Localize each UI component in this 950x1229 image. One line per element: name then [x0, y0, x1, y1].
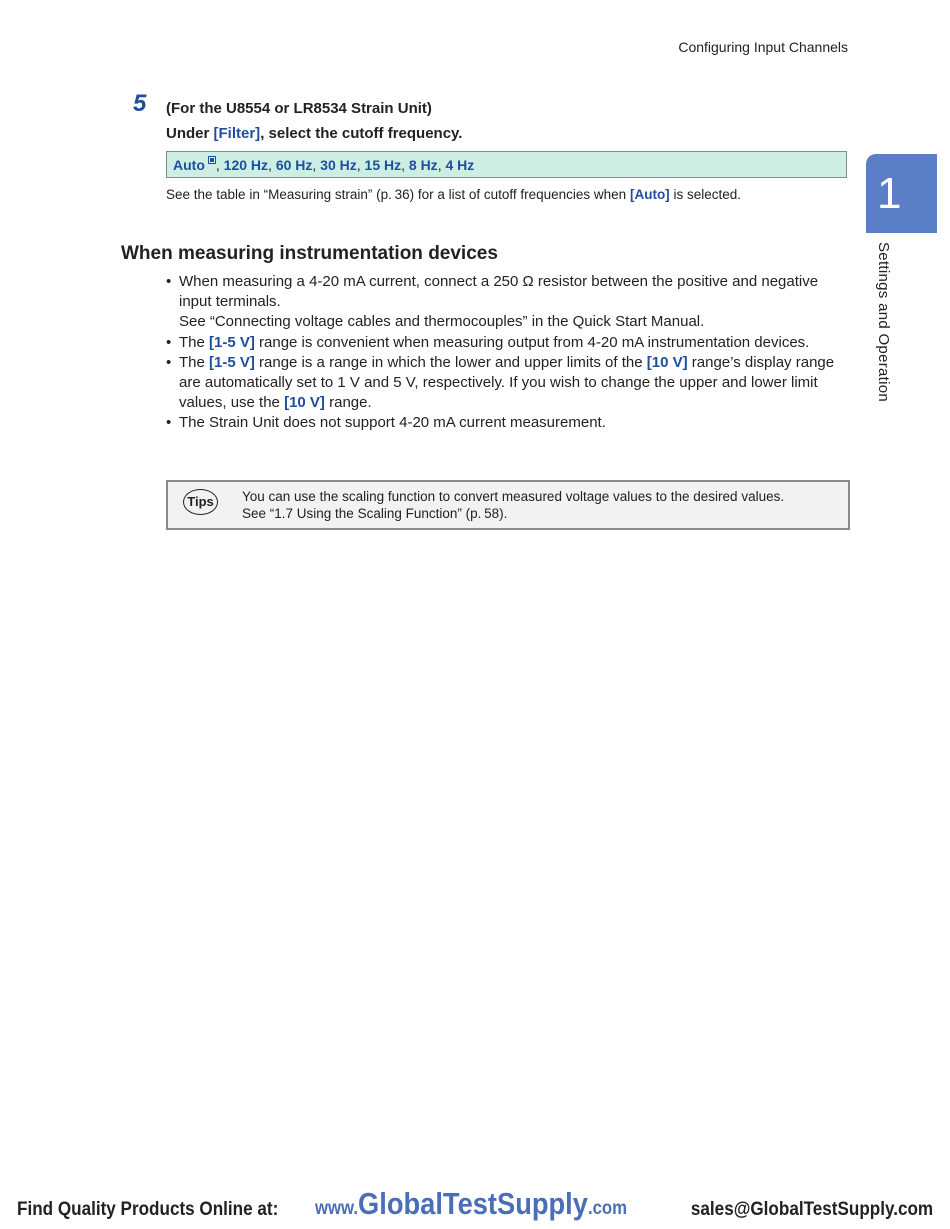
option-15hz: 15 Hz — [364, 157, 402, 173]
footer-website-link[interactable]: www.GlobalTestSupply.com — [315, 1186, 627, 1221]
page-header: Configuring Input Channels — [678, 39, 848, 55]
tips-box — [166, 480, 850, 530]
chapter-number: 1 — [877, 169, 902, 218]
auto-reference: [Auto] — [629, 187, 670, 202]
step-number: 5 — [133, 90, 147, 117]
option-120hz: 120 Hz — [223, 157, 269, 173]
list-item: • When measuring a 4-20 mA current, connect a 250 Ω resistor between the positive and negative input terminals. See “Connecting voltage cables and thermocouples” in the Quick Start Manual. — [166, 272, 851, 333]
list-item: • The Strain Unit does not support 4-20 mA current measurement. — [166, 413, 851, 433]
step-line-1: (For the U8554 or LR8534 Strain Unit) — [166, 100, 432, 117]
filter-setting-label: [Filter] — [213, 125, 261, 142]
list-item: • The [1-5 V] range is a range in which the lower and upper limits of the [10 V] range’s display range are automatically set to 1 V and 5 V, respectively. If you wish to change the upper and lower limit values, use the [10 V] range. — [166, 353, 851, 414]
auto-default-mark-icon — [208, 156, 216, 164]
tips-badge-icon: Tips — [183, 489, 218, 515]
footer-banner — [0, 1184, 950, 1229]
list-item: • The [1-5 V] range is convenient when measuring output from 4-20 mA instrumentation devices. — [166, 333, 851, 353]
cutoff-options-box: Auto , 120 Hz, 60 Hz, 30 Hz, 15 Hz, 8 Hz, 4 Hz — [166, 151, 847, 178]
option-60hz: 60 Hz — [275, 157, 313, 173]
step-title — [166, 96, 462, 146]
option-8hz: 8 Hz — [408, 157, 438, 173]
step-line-2: Under [Filter], select the cutoff frequency. — [166, 125, 463, 142]
footer-email-link[interactable]: sales@GlobalTestSupply.com — [690, 1199, 933, 1220]
tips-text: You can use the scaling function to convert measured voltage values to the desired values. See “1.7 Using the Scaling Function” (p. 58). — [242, 489, 785, 521]
option-auto: Auto — [173, 157, 205, 173]
chapter-tab — [866, 154, 937, 233]
bullet-list — [166, 272, 851, 434]
footer-tagline: Find Quality Products Online at: — [17, 1199, 279, 1220]
chapter-side-label: Settings and Operation — [875, 242, 892, 403]
option-4hz: 4 Hz — [445, 157, 475, 173]
option-30hz: 30 Hz — [320, 157, 357, 173]
section-heading: When measuring instrumentation devices — [121, 243, 498, 264]
cutoff-note: See the table in “Measuring strain” (p. 36) for a list of cutoff frequencies when [Auto] is selected. — [166, 187, 741, 202]
